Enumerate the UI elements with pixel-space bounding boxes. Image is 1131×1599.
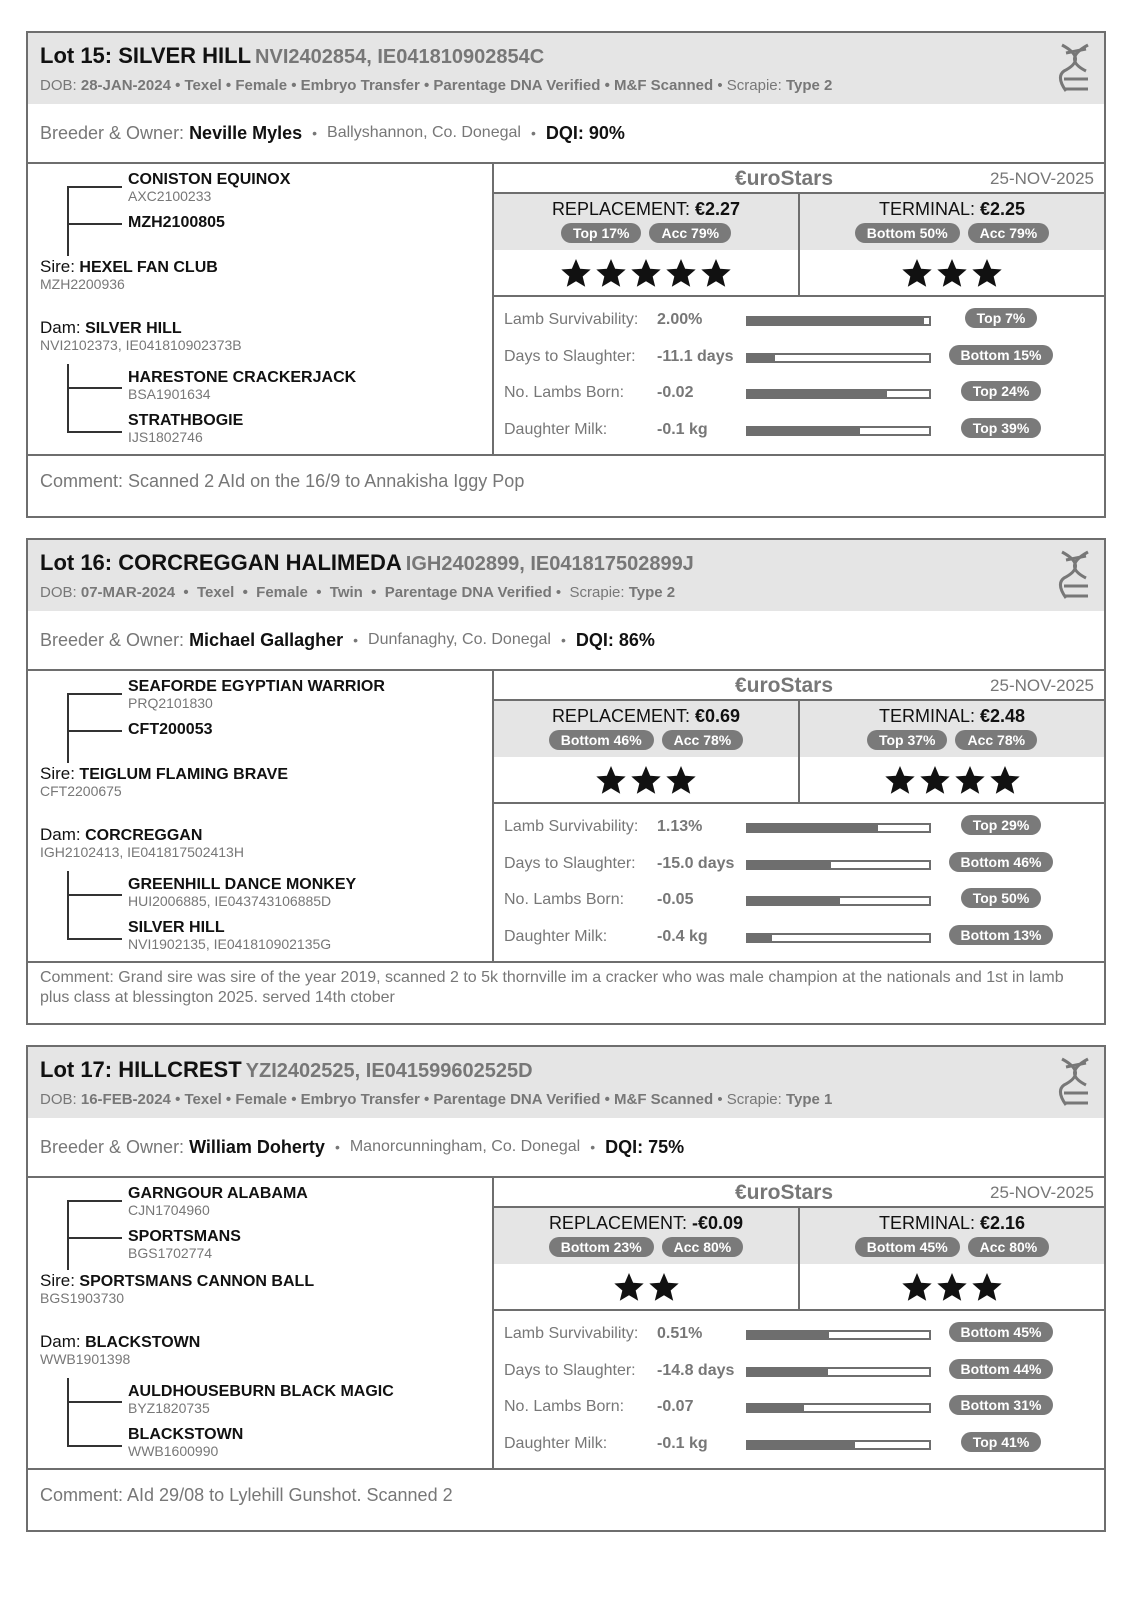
terminal-rank: Bottom 45% — [855, 1237, 960, 1257]
trait-bar-fill — [748, 935, 772, 941]
lot-body — [28, 1178, 1104, 1470]
dam: Dam: CORCREGGAN IGH2102413, IE041817502413H — [40, 825, 244, 860]
terminal-rank: Bottom 50% — [855, 223, 960, 243]
breeder-owner: Michael Gallagher — [189, 629, 344, 650]
breeder-location: Dunfanaghy, Co. Donegal — [368, 631, 551, 648]
trait-label: Daughter Milk: — [504, 927, 608, 945]
lot-comment: Comment: Scanned 2 AId on the 16/9 to Annakisha Iggy Pop — [40, 470, 525, 491]
lot-comment: Comment: AId 29/08 to Lylehill Gunshot. Scanned 2 — [40, 1484, 453, 1505]
replacement-acc: Acc 79% — [649, 223, 731, 243]
trait-value: -11.1 days — [657, 347, 734, 365]
trait-bar — [746, 896, 931, 906]
trait-value: 0.51% — [657, 1325, 703, 1342]
pedigree — [28, 164, 494, 454]
trait-rank: Bottom 45% — [949, 1322, 1054, 1342]
star-icon — [630, 764, 662, 796]
star-icon — [919, 764, 951, 796]
trait-value: -0.1 kg — [657, 1434, 708, 1452]
trait-bar — [746, 353, 931, 363]
replacement-acc: Acc 78% — [662, 730, 744, 750]
replacement-rank: Bottom 23% — [549, 1237, 654, 1257]
trait-label: Days to Slaughter: — [504, 854, 636, 872]
lot-card — [26, 31, 1106, 518]
lot-ids: IGH2402899, IE041817502899J — [405, 553, 694, 575]
trait-bar — [746, 1367, 931, 1377]
trait-row — [494, 1319, 1104, 1356]
star-icon — [560, 257, 592, 289]
star-icon — [971, 1271, 1003, 1303]
eurostars-date: 25-NOV-2025 — [990, 169, 1094, 188]
replacement-index: REPLACEMENT: €0.69 Bottom 46% Acc 78% — [494, 701, 798, 802]
dqi: DQI: 75% — [605, 1136, 685, 1157]
star-icon — [630, 257, 662, 289]
trait-bar — [746, 933, 931, 943]
sire-sire: SEAFORDE EGYPTIAN WARRIOR PRQ2101830 — [128, 678, 385, 711]
star-icon — [901, 257, 933, 289]
trait-row — [494, 885, 1104, 922]
trait-row — [494, 1392, 1104, 1429]
lot-details: DOB: 16-FEB-2024 • Texel • Female • Embryo Transfer • Parentage DNA Verified • M&F Scanned • Scrapie: Type 1 — [40, 1091, 833, 1108]
sire-dam: SPORTSMANS BGS1702774 — [128, 1228, 241, 1261]
lot-header — [28, 1047, 1104, 1118]
star-icon — [936, 257, 968, 289]
star-icon — [954, 764, 986, 796]
trait-row — [494, 415, 1104, 452]
pedigree — [28, 671, 494, 961]
trait-value: -14.8 days — [657, 1361, 735, 1379]
trait-label: No. Lambs Born: — [504, 1398, 625, 1415]
trait-label: Daughter Milk: — [504, 1434, 608, 1452]
trait-label: Days to Slaughter: — [504, 347, 636, 365]
trait-bar-fill — [748, 428, 860, 434]
eurostars-date: 25-NOV-2025 — [990, 1183, 1094, 1202]
star-icon — [971, 257, 1003, 289]
trait-rank: Top 7% — [965, 308, 1038, 328]
traits — [494, 297, 1104, 451]
eurostars-brand: €uroStars — [734, 1181, 834, 1204]
trait-row — [494, 922, 1104, 959]
sire-sire: CONISTON EQUINOX AXC2100233 — [128, 171, 291, 204]
dqi: DQI: 86% — [575, 629, 655, 650]
trait-bar — [746, 823, 931, 833]
trait-rank: Bottom 46% — [949, 852, 1054, 872]
star-icon — [884, 764, 916, 796]
dam-dam: BLACKSTOWN WWB1600990 — [128, 1426, 244, 1459]
trait-value: -0.07 — [657, 1398, 694, 1415]
lot-card — [26, 1045, 1106, 1532]
eurostars-brand: €uroStars — [734, 167, 834, 190]
dam: Dam: BLACKSTOWN WWB1901398 — [40, 1332, 201, 1367]
traits — [494, 804, 1104, 958]
lot-title: Lot 15: SILVER HILL NVI2402854, IE041810902854C — [40, 43, 545, 68]
eurostars-brand: €uroStars — [734, 674, 834, 697]
trait-value: 2.00% — [657, 311, 703, 328]
trait-bar-fill — [748, 862, 831, 868]
trait-bar — [746, 1440, 931, 1450]
eurostars-panel — [494, 164, 1104, 454]
sire: Sire: HEXEL FAN CLUB MZH2200936 — [40, 257, 218, 292]
star-icon — [901, 1271, 933, 1303]
replacement-index: REPLACEMENT: -€0.09 Bottom 23% Acc 80% — [494, 1208, 798, 1309]
trait-value: -0.4 kg — [657, 927, 708, 945]
breeder-location: Ballyshannon, Co. Donegal — [327, 124, 521, 141]
star-icon — [936, 1271, 968, 1303]
terminal-stars — [800, 250, 1104, 295]
trait-bar-fill — [748, 318, 924, 324]
trait-rank: Top 39% — [961, 418, 1042, 438]
trait-bar — [746, 316, 931, 326]
replacement-rank: Top 17% — [561, 223, 642, 243]
star-icon — [700, 257, 732, 289]
trait-rank: Bottom 15% — [949, 345, 1054, 365]
trait-label: No. Lambs Born: — [504, 384, 625, 401]
lot-header — [28, 33, 1104, 104]
trait-label: Lamb Survivability: — [504, 1325, 639, 1342]
lot-body — [28, 164, 1104, 456]
dam-sire: AULDHOUSEBURN BLACK MAGIC BYZ1820735 — [128, 1383, 394, 1416]
breeder-owner: William Doherty — [189, 1136, 325, 1157]
lot-details: DOB: 28-JAN-2024 • Texel • Female • Embryo Transfer • Parentage DNA Verified • M&F Scanned • Scrapie: Type 2 — [40, 77, 833, 94]
trait-bar-fill — [748, 1369, 828, 1375]
terminal-acc: Acc 80% — [968, 1237, 1050, 1257]
dqi: DQI: 90% — [545, 122, 625, 143]
trait-bar-fill — [748, 1405, 804, 1411]
eurostars-panel — [494, 1178, 1104, 1468]
trait-bar-fill — [748, 355, 775, 361]
trait-value: -0.02 — [657, 384, 694, 401]
lot-details: DOB: 07-MAR-2024 • Texel • Female • Twin • Parentage DNA Verified • Scrapie: Type 2 — [40, 584, 676, 601]
eurostars-panel — [494, 671, 1104, 961]
trait-label: Days to Slaughter: — [504, 1361, 636, 1379]
trait-value: -15.0 days — [657, 854, 735, 872]
dam-sire: HARESTONE CRACKERJACK BSA1901634 — [128, 369, 357, 402]
trait-label: No. Lambs Born: — [504, 891, 625, 908]
trait-bar-fill — [748, 1332, 829, 1338]
trait-rank: Top 29% — [961, 815, 1042, 835]
trait-value: -0.1 kg — [657, 420, 708, 438]
star-icon — [648, 1271, 680, 1303]
sire: Sire: TEIGLUM FLAMING BRAVE CFT2200675 — [40, 764, 288, 799]
trait-row — [494, 1356, 1104, 1393]
breeder-row: Breeder & Owner: Michael Gallagher • Dunfanaghy, Co. Donegal • DQI: 86% — [28, 611, 1104, 671]
dam-sire: GREENHILL DANCE MONKEY HUI2006885, IE043743106885D — [128, 876, 357, 909]
replacement-stars — [494, 1264, 798, 1309]
dna-icon — [1058, 1055, 1092, 1107]
sire-sire: GARNGOUR ALABAMA CJN1704960 — [128, 1185, 308, 1218]
dam-dam: STRATHBOGIE IJS1802746 — [128, 412, 244, 445]
trait-rank: Bottom 13% — [949, 925, 1054, 945]
terminal-rank: Top 37% — [867, 730, 948, 750]
trait-bar — [746, 389, 931, 399]
terminal-index: TERMINAL: €2.25 Bottom 50% Acc 79% — [798, 194, 1104, 295]
lot-header — [28, 540, 1104, 611]
trait-row — [494, 378, 1104, 415]
dam: Dam: SILVER HILL NVI2102373, IE041810902373B — [40, 318, 242, 353]
terminal-acc: Acc 78% — [955, 730, 1037, 750]
traits — [494, 1311, 1104, 1465]
terminal-index: TERMINAL: €2.48 Top 37% Acc 78% — [798, 701, 1104, 802]
lot-comment: Comment: Grand sire was sire of the year 2019, scanned 2 to 5k thornville im a cracker who was male champion at the nationals and 1st in lamb plus class at blessington 2025. served 14th ctober — [40, 969, 1064, 1006]
sire-dam: MZH2100805 — [128, 214, 225, 231]
trait-row — [494, 305, 1104, 342]
star-icon — [665, 764, 697, 796]
trait-bar-fill — [748, 825, 878, 831]
trait-bar — [746, 1330, 931, 1340]
breeder-location: Manorcunningham, Co. Donegal — [349, 1138, 581, 1155]
eurostars-date: 25-NOV-2025 — [990, 676, 1094, 695]
lot-ids: NVI2402854, IE041810902854C — [255, 46, 545, 68]
pedigree — [28, 1178, 494, 1468]
sire: Sire: SPORTSMANS CANNON BALL BGS1903730 — [40, 1271, 315, 1306]
trait-rank: Top 50% — [961, 888, 1042, 908]
trait-rank: Top 24% — [961, 381, 1042, 401]
breeder-row: Breeder & Owner: Neville Myles • Ballyshannon, Co. Donegal • DQI: 90% — [28, 104, 1104, 164]
terminal-index: TERMINAL: €2.16 Bottom 45% Acc 80% — [798, 1208, 1104, 1309]
star-icon — [595, 764, 627, 796]
trait-rank: Top 41% — [961, 1432, 1042, 1452]
replacement-acc: Acc 80% — [662, 1237, 744, 1257]
replacement-index: REPLACEMENT: €2.27 Top 17% Acc 79% — [494, 194, 798, 295]
star-icon — [595, 257, 627, 289]
star-icon — [989, 764, 1021, 796]
trait-bar-fill — [748, 1442, 855, 1448]
terminal-acc: Acc 79% — [968, 223, 1050, 243]
trait-bar — [746, 426, 931, 436]
trait-label: Lamb Survivability: — [504, 311, 639, 328]
lot-title: Lot 16: CORCREGGAN HALIMEDA IGH2402899, IE041817502899J — [40, 550, 694, 575]
replacement-stars — [494, 250, 798, 295]
replacement-stars — [494, 757, 798, 802]
breeder-owner: Neville Myles — [189, 122, 303, 143]
trait-row — [494, 849, 1104, 886]
sire-dam: CFT200053 — [128, 721, 213, 738]
trait-value: -0.05 — [657, 891, 694, 908]
trait-bar-fill — [748, 391, 887, 397]
trait-bar — [746, 1403, 931, 1413]
trait-row — [494, 812, 1104, 849]
breeder-row: Breeder & Owner: William Doherty • Manorcunningham, Co. Donegal • DQI: 75% — [28, 1118, 1104, 1178]
star-icon — [613, 1271, 645, 1303]
dam-dam: SILVER HILL NVI1902135, IE041810902135G — [128, 919, 332, 952]
lot-ids: YZI2402525, IE041599602525D — [245, 1060, 533, 1082]
trait-label: Daughter Milk: — [504, 420, 608, 438]
lot-body — [28, 671, 1104, 963]
trait-rank: Bottom 31% — [949, 1395, 1054, 1415]
trait-rank: Bottom 44% — [949, 1359, 1054, 1379]
star-icon — [665, 257, 697, 289]
trait-row — [494, 1429, 1104, 1466]
trait-value: 1.13% — [657, 818, 703, 835]
dna-icon — [1058, 41, 1092, 93]
lot-card — [26, 538, 1106, 1025]
trait-bar — [746, 860, 931, 870]
terminal-stars — [800, 1264, 1104, 1309]
trait-bar-fill — [748, 898, 840, 904]
trait-label: Lamb Survivability: — [504, 818, 639, 835]
replacement-rank: Bottom 46% — [549, 730, 654, 750]
lot-title: Lot 17: HILLCREST YZI2402525, IE041599602525D — [40, 1057, 533, 1082]
terminal-stars — [800, 757, 1104, 802]
dna-icon — [1058, 548, 1092, 600]
trait-row — [494, 342, 1104, 379]
